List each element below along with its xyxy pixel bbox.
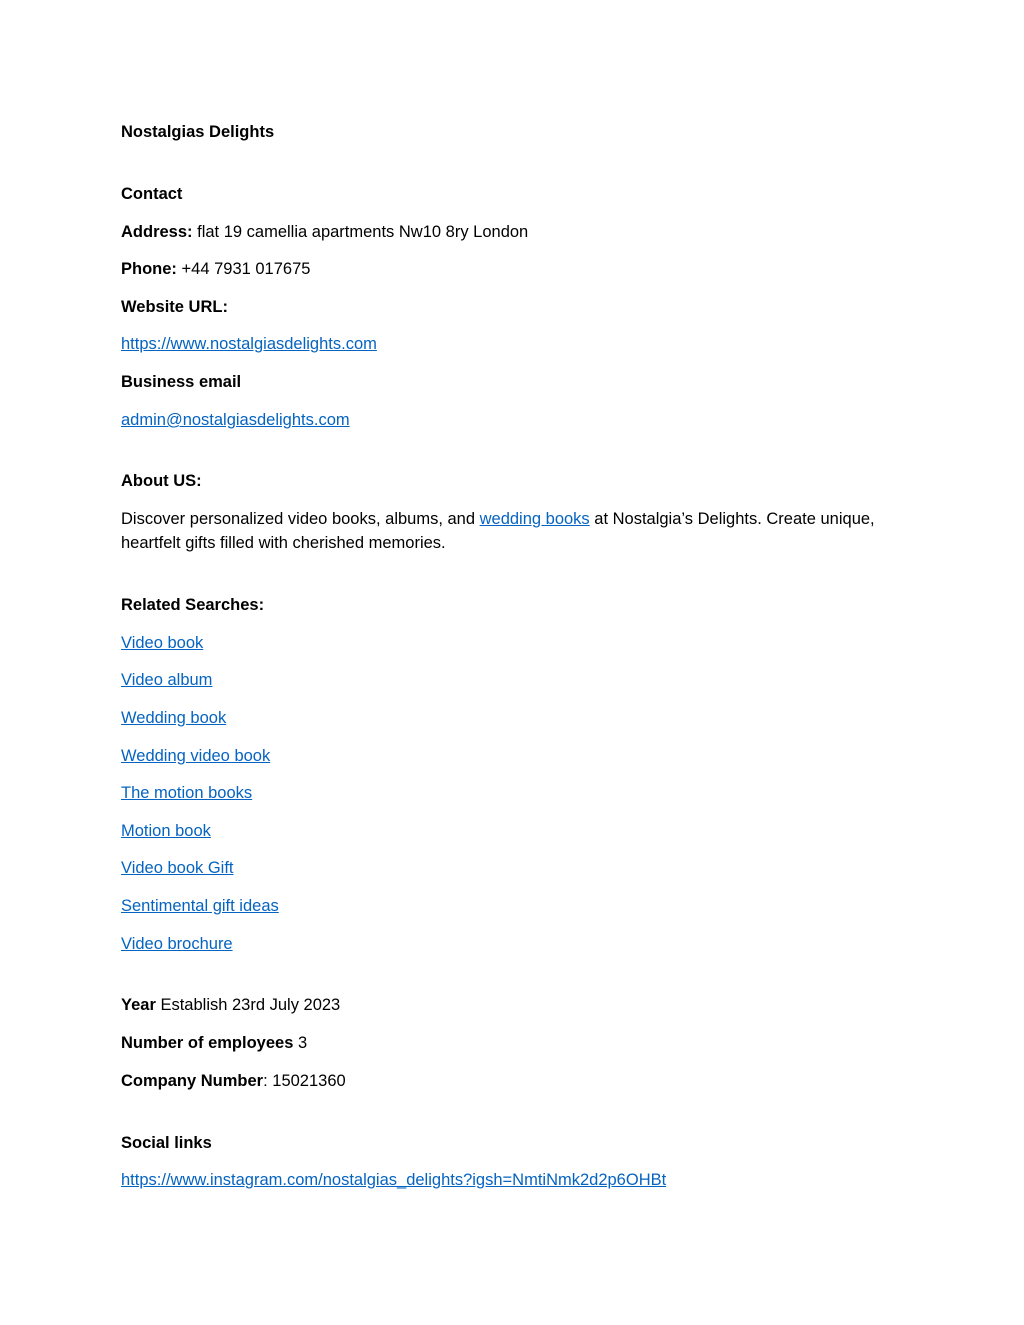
address-line — [121, 220, 528, 244]
year-line — [121, 993, 340, 1017]
about-text-before: Discover personalized video books, albums, and — [121, 510, 480, 528]
about-heading: About US: — [121, 472, 202, 490]
instagram-link[interactable]: https://www.instagram.com/nostalgias_delights?igsh=NmtiNmk2d2p6OHBt — [121, 1171, 667, 1189]
website-line — [121, 332, 377, 356]
related-link-video-album[interactable]: Video album — [121, 671, 213, 689]
contact-heading: Contact — [121, 185, 183, 203]
address-value: flat 19 camellia apartments Nw10 8ry London — [197, 223, 529, 241]
related-item — [121, 744, 270, 768]
related-item — [121, 706, 226, 730]
related-item — [121, 856, 234, 880]
website-label: Website URL: — [121, 298, 228, 316]
related-item — [121, 631, 203, 655]
related-link-video-book[interactable]: Video book — [121, 634, 204, 652]
company-number-line — [121, 1069, 346, 1093]
year-value: Establish 23rd July 2023 — [155, 996, 341, 1014]
address-label: Address: — [121, 223, 193, 241]
about-paragraph — [121, 507, 901, 555]
website-link[interactable]: https://www.nostalgiasdelights.com — [121, 335, 377, 353]
related-item — [121, 932, 233, 956]
related-item — [121, 819, 211, 843]
related-item — [121, 668, 212, 692]
company-number-label: Company Number — [121, 1072, 264, 1090]
related-link-the-motion-books[interactable]: The motion books — [121, 784, 253, 802]
social-links-heading: Social links — [121, 1134, 212, 1152]
related-link-sentimental-gift-ideas[interactable]: Sentimental gift ideas — [121, 897, 279, 915]
phone-label: Phone: — [121, 260, 177, 278]
email-line — [121, 408, 350, 432]
year-label: Year — [121, 996, 156, 1014]
about-text-after: at Nostalgia’s Delights. Create unique, heartfelt gifts filled with cherished memories. — [121, 510, 875, 552]
related-link-video-brochure[interactable]: Video brochure — [121, 935, 233, 953]
employees-label: Number of employees — [121, 1034, 294, 1052]
phone-value: +44 7931 017675 — [181, 260, 311, 278]
email-label: Business email — [121, 373, 242, 391]
related-link-motion-book[interactable]: Motion book — [121, 822, 211, 840]
related-searches-heading: Related Searches: — [121, 596, 265, 614]
related-item — [121, 781, 252, 805]
employees-line — [121, 1031, 307, 1055]
phone-line — [121, 257, 310, 281]
email-link[interactable]: admin@nostalgiasdelights.com — [121, 411, 350, 429]
wedding-books-link[interactable]: wedding books — [479, 510, 590, 528]
company-number-value: : 15021360 — [263, 1072, 346, 1090]
related-link-video-book-gift[interactable]: Video book Gift — [121, 859, 234, 877]
employees-value: 3 — [293, 1034, 308, 1052]
related-link-wedding-video-book[interactable]: Wedding video book — [121, 747, 271, 765]
company-name: Nostalgias Delights — [121, 123, 275, 141]
related-item — [121, 894, 279, 918]
social-link-line — [121, 1168, 666, 1192]
related-link-wedding-book[interactable]: Wedding book — [121, 709, 227, 727]
